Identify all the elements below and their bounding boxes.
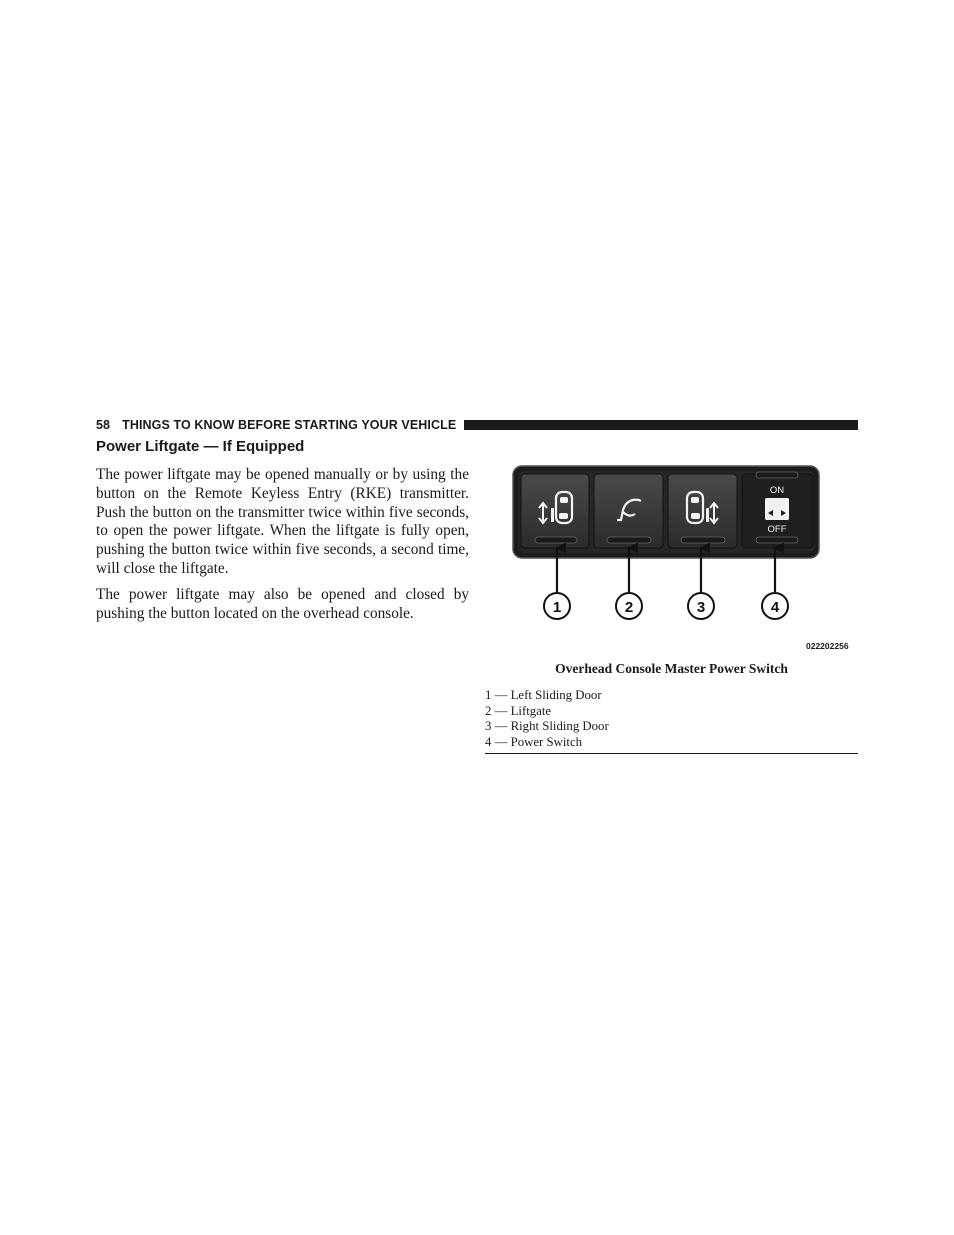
callout-2 [616, 593, 642, 619]
callout-number-3: 3 [696, 599, 706, 616]
callout-number-2: 2 [624, 599, 634, 616]
power-switch-button [742, 472, 813, 548]
legend-item-4: 4 — Power Switch [485, 735, 583, 750]
figure-caption: Overhead Console Master Power Switch [555, 661, 788, 676]
section-heading: Power Liftgate — If Equipped [96, 438, 305, 455]
figure-id: 022202256 [806, 641, 849, 651]
legend-rule [485, 753, 858, 754]
callout-1 [544, 593, 570, 619]
header-rule [464, 420, 858, 430]
page-header [96, 417, 858, 433]
callout-number-4: 4 [770, 599, 780, 616]
body-paragraph-2: The power liftgate may also be opened and closed by pushing the button located on the overhead console. [96, 586, 469, 622]
figure-legend [485, 688, 858, 754]
overhead-console-figure [485, 458, 858, 658]
left-sliding-door-button [521, 474, 589, 548]
callout-4 [762, 593, 788, 619]
callout-3 [688, 593, 714, 619]
page-number: 58 [96, 418, 111, 432]
chapter-title: THINGS TO KNOW BEFORE STARTING YOUR VEHICLE [122, 418, 457, 432]
legend-item-3: 3 — Right Sliding Door [485, 719, 609, 734]
legend-item-1: 1 — Left Sliding Door [485, 688, 602, 702]
callout-number-1: 1 [552, 599, 562, 616]
switch-off-label: OFF [767, 524, 787, 535]
right-sliding-door-button [668, 474, 737, 548]
power-switch-icon [765, 498, 789, 520]
liftgate-button [594, 474, 663, 548]
body-paragraph-1: The power liftgate may be opened manually or by using the button on the Remote Keyless Entry (RKE) transmitter. Push the button on the transmitter twice within five seconds, to open the power liftgate. When the liftgate is fully open, pushing the button twice within five seconds, a second time, will close the liftgate. [96, 466, 469, 577]
legend-item-2: 2 — Liftgate [485, 703, 552, 718]
switch-on-label: ON [769, 485, 785, 496]
